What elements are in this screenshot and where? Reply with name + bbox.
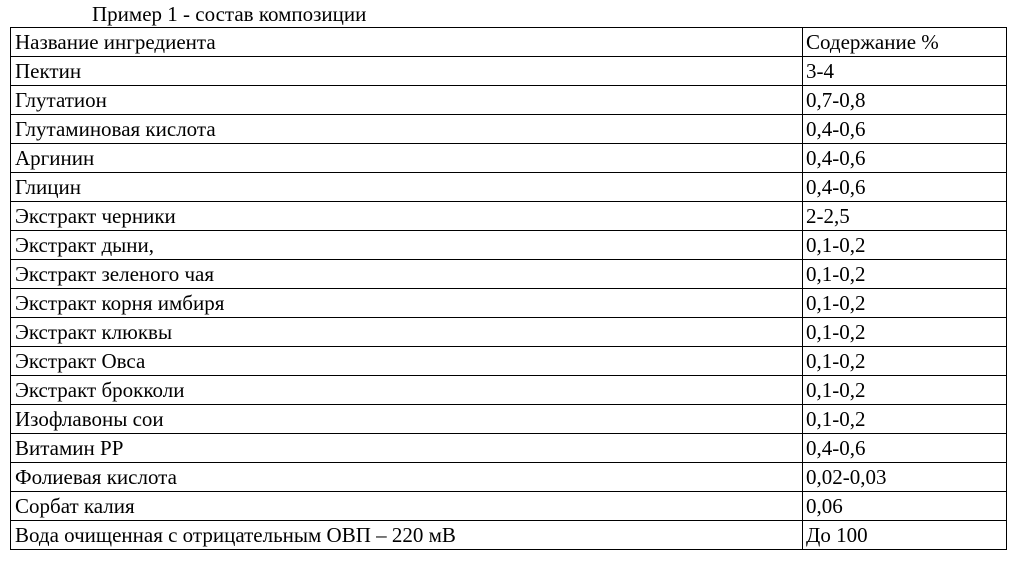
table-row <box>11 347 1007 376</box>
table-row <box>11 463 1007 492</box>
ingredient-content: 0,1-0,2 <box>803 376 1007 405</box>
ingredient-name: Экстракт клюквы <box>11 318 803 347</box>
table-row <box>11 492 1007 521</box>
ingredient-content: 0,06 <box>803 492 1007 521</box>
table-row <box>11 405 1007 434</box>
table-row <box>11 144 1007 173</box>
ingredient-content: 0,1-0,2 <box>803 260 1007 289</box>
table-row <box>11 434 1007 463</box>
ingredient-content: 0,1-0,2 <box>803 318 1007 347</box>
ingredient-name: Пектин <box>11 57 803 86</box>
ingredient-content: 0,1-0,2 <box>803 231 1007 260</box>
ingredient-name: Витамин РР <box>11 434 803 463</box>
table-row <box>11 260 1007 289</box>
table-row <box>11 318 1007 347</box>
ingredient-content: 2-2,5 <box>803 202 1007 231</box>
table-header-row <box>11 28 1007 57</box>
table-row <box>11 57 1007 86</box>
table-row <box>11 115 1007 144</box>
ingredient-name: Изофлавоны сои <box>11 405 803 434</box>
table-row <box>11 521 1007 550</box>
ingredient-name: Экстракт корня имбиря <box>11 289 803 318</box>
table-row <box>11 231 1007 260</box>
ingredient-name: Сорбат калия <box>11 492 803 521</box>
ingredient-name: Вода очищенная с отрицательным ОВП – 220 мВ <box>11 521 803 550</box>
ingredient-content: 0,4-0,6 <box>803 434 1007 463</box>
table-row <box>11 289 1007 318</box>
header-ingredient-name: Название ингредиента <box>11 28 803 57</box>
ingredient-content: 0,02-0,03 <box>803 463 1007 492</box>
table-row <box>11 173 1007 202</box>
ingredient-content: До 100 <box>803 521 1007 550</box>
ingredient-name: Глицин <box>11 173 803 202</box>
ingredient-name: Глутаминовая кислота <box>11 115 803 144</box>
ingredient-content: 0,7-0,8 <box>803 86 1007 115</box>
ingredient-content: 0,1-0,2 <box>803 347 1007 376</box>
header-content-percent: Содержание % <box>803 28 1007 57</box>
ingredient-name: Фолиевая кислота <box>11 463 803 492</box>
ingredient-content: 0,4-0,6 <box>803 115 1007 144</box>
table-row <box>11 202 1007 231</box>
ingredient-name: Экстракт дыни, <box>11 231 803 260</box>
ingredient-name: Аргинин <box>11 144 803 173</box>
composition-table <box>10 27 1007 550</box>
ingredient-name: Экстракт Овса <box>11 347 803 376</box>
ingredient-name: Экстракт брокколи <box>11 376 803 405</box>
ingredient-name: Экстракт зеленого чая <box>11 260 803 289</box>
ingredient-content: 3-4 <box>803 57 1007 86</box>
ingredient-content: 0,4-0,6 <box>803 144 1007 173</box>
ingredient-content: 0,1-0,2 <box>803 405 1007 434</box>
table-row <box>11 376 1007 405</box>
table-row <box>11 86 1007 115</box>
ingredient-content: 0,1-0,2 <box>803 289 1007 318</box>
ingredient-name: Экстракт черники <box>11 202 803 231</box>
ingredient-content: 0,4-0,6 <box>803 173 1007 202</box>
ingredient-name: Глутатион <box>11 86 803 115</box>
table-caption: Пример 1 - состав композиции <box>92 2 367 26</box>
